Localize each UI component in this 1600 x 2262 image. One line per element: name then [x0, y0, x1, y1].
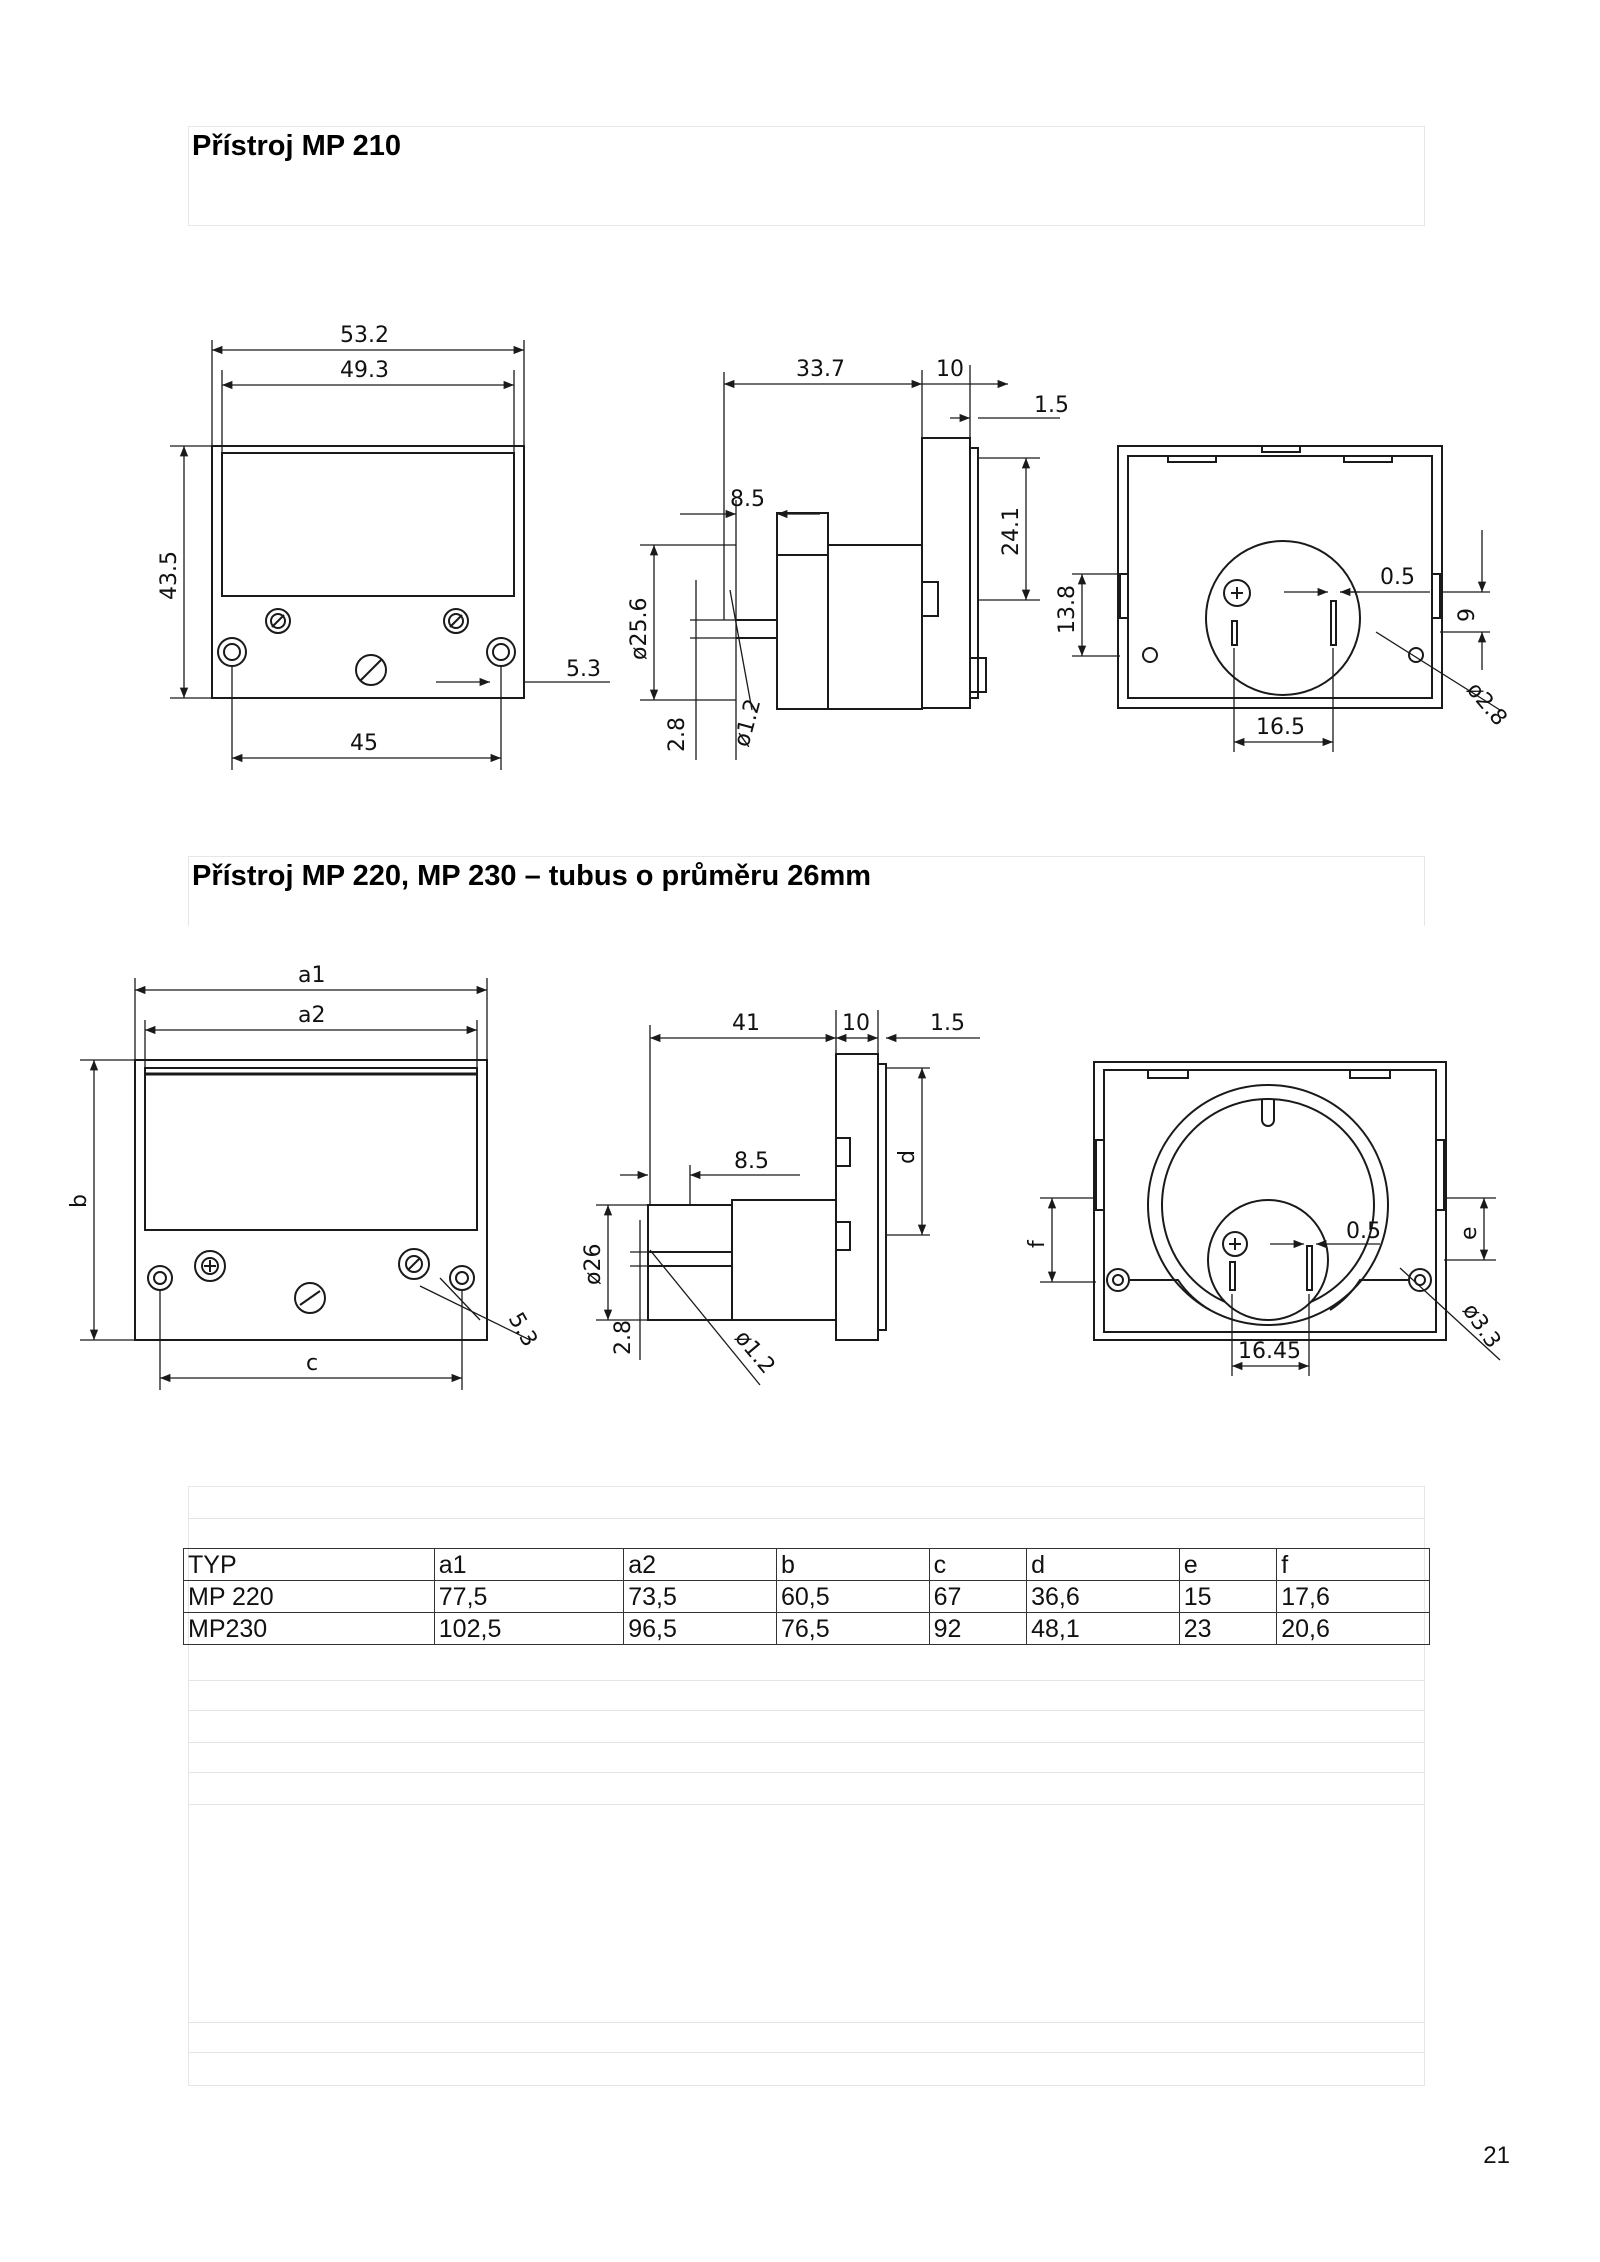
mp210-front-view — [170, 340, 610, 770]
table-cell: 17,6 — [1277, 1581, 1430, 1613]
mp220-side-view — [596, 1010, 980, 1385]
mp220-dim-height: b — [67, 1194, 92, 1208]
mp210-dim-hole-spacing: 45 — [350, 731, 378, 756]
mp210-dim-depth: 33.7 — [796, 357, 845, 382]
section1-title: Přístroj MP 210 — [192, 130, 402, 162]
mp220-dim-overall-width: a1 — [298, 963, 326, 988]
mp210-dim-terminal-span: 24.1 — [999, 507, 1024, 556]
table-cell: MP 220 — [184, 1581, 435, 1613]
rule — [188, 2052, 1425, 2053]
mp220-dim-window-width: a2 — [298, 1003, 326, 1028]
mp220-dim-hole-dia: ø3.3 — [1457, 1299, 1506, 1354]
table-header-cell: c — [929, 1549, 1026, 1581]
rule — [188, 1772, 1425, 1773]
table-cell: 92 — [929, 1613, 1026, 1645]
mp210-dim-tube-dia: ø25.6 — [627, 597, 652, 660]
mp210-dim-pin-thickness: 0.5 — [1380, 565, 1415, 590]
table-header-cell: f — [1277, 1549, 1430, 1581]
mp220-dim-right-height: e — [1457, 1226, 1482, 1240]
mp210-dim-right-height: 9 — [1455, 608, 1480, 622]
table-row — [184, 1581, 1430, 1613]
table-row — [184, 1613, 1430, 1645]
table-cell: 67 — [929, 1581, 1026, 1613]
dimension-table — [183, 1548, 1430, 1645]
table-header-cell: a2 — [624, 1549, 777, 1581]
mp210-dim-height: 43.5 — [157, 551, 182, 600]
mp220-dim-tube-dia: ø26 — [581, 1243, 606, 1285]
mp210-dim-window-width: 49.3 — [340, 358, 389, 383]
table-header-row — [184, 1549, 1430, 1581]
mp220-dim-terminal-span: d — [895, 1150, 920, 1164]
page-number: 21 — [1483, 2142, 1510, 2169]
mp210-dim-left-height: 13.8 — [1055, 585, 1080, 634]
mp220-dim-pin-offset: 2.8 — [611, 1320, 636, 1355]
table-cell: 73,5 — [624, 1581, 777, 1613]
rule — [188, 1518, 1425, 1519]
mp210-dim-pin-spacing: 16.5 — [1256, 715, 1305, 740]
mp210-rear-view — [1072, 446, 1500, 752]
section2-title: Přístroj MP 220, MP 230 – tubus o průměru 26mm — [192, 860, 872, 892]
mp220-dim-left-height: f — [1025, 1240, 1050, 1248]
table-cell: 60,5 — [776, 1581, 929, 1613]
rule — [188, 1710, 1425, 1711]
rule — [188, 1804, 1425, 1805]
rule — [188, 1680, 1425, 1681]
mp210-side-view — [640, 365, 1060, 760]
mp220-dim-pin-thickness: 0.5 — [1346, 1219, 1381, 1244]
mp220-dim-hole-spacing: c — [306, 1351, 319, 1376]
mp220-dim-pin-spacing: 16.45 — [1238, 1339, 1301, 1364]
table-header-cell: TYP — [184, 1549, 435, 1581]
table-header-cell: d — [1027, 1549, 1180, 1581]
table-cell: 48,1 — [1027, 1613, 1180, 1645]
mp210-dim-edge-offset: 5.3 — [566, 657, 601, 682]
mp210-dim-flange: 10 — [936, 357, 964, 382]
table-cell: 15 — [1179, 1581, 1276, 1613]
mp220-dim-edge-offset: 5.3 — [502, 1308, 542, 1352]
table-cell: 96,5 — [624, 1613, 777, 1645]
mp220-dim-flange: 10 — [842, 1011, 870, 1036]
mp220-front-view — [80, 978, 530, 1390]
mp210-dim-overall-width: 53.2 — [340, 323, 389, 348]
table-cell: 23 — [1179, 1613, 1276, 1645]
mp220-dim-pin-len: 8.5 — [734, 1149, 769, 1174]
mp220-dim-panel: 1.5 — [930, 1011, 965, 1036]
table-header-cell: e — [1179, 1549, 1276, 1581]
mp220-rear-view — [1040, 1062, 1500, 1376]
table-cell: 36,6 — [1027, 1581, 1180, 1613]
table-cell: 76,5 — [776, 1613, 929, 1645]
mp220-dim-pin-dia: ø1.2 — [729, 1325, 780, 1379]
mp220-dim-depth: 41 — [732, 1011, 760, 1036]
table-cell: 20,6 — [1277, 1613, 1430, 1645]
mp210-dim-pin-dia: ø1.2 — [729, 696, 767, 750]
mp210-dim-pin-offset: 2.8 — [665, 717, 690, 752]
table-header-cell: b — [776, 1549, 929, 1581]
table-cell: 102,5 — [434, 1613, 623, 1645]
mp210-dim-hole-dia: ø2.8 — [1461, 677, 1512, 731]
rule — [188, 2022, 1425, 2023]
table-cell: 77,5 — [434, 1581, 623, 1613]
table-cell: MP230 — [184, 1613, 435, 1645]
mp210-dim-panel: 1.5 — [1034, 393, 1069, 418]
table-header-cell: a1 — [434, 1549, 623, 1581]
rule — [188, 1742, 1425, 1743]
mp210-dim-pin-len: 8.5 — [730, 487, 765, 512]
